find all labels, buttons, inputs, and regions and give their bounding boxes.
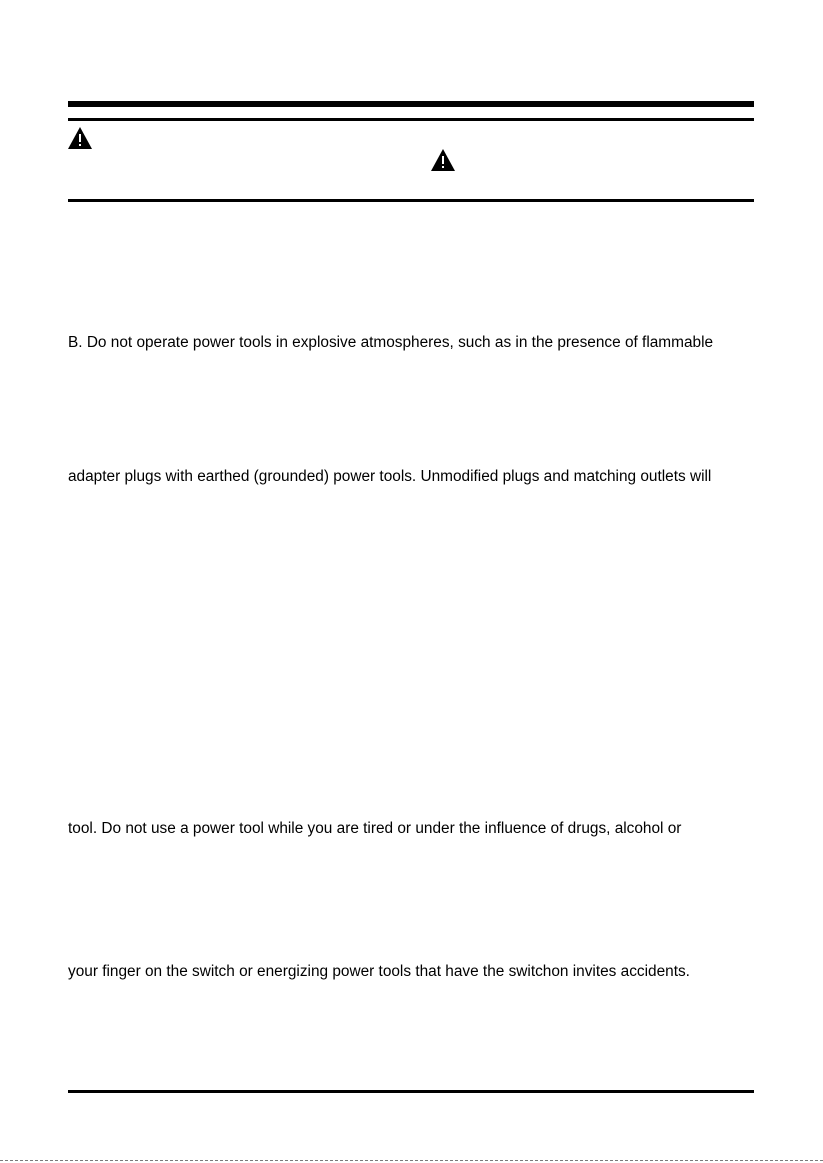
body-text-line: tool. Do not use a power tool while you are tired or under the influence of drugs, alcohol or <box>68 820 682 837</box>
header-thick-rule <box>68 101 754 107</box>
warning-triangle-icon <box>67 126 93 150</box>
section-divider-rule <box>68 199 754 202</box>
body-text-line: adapter plugs with earthed (grounded) power tools. Unmodified plugs and matching outlets will <box>68 468 712 485</box>
body-text-line: B. Do not operate power tools in explosive atmospheres, such as in the presence of flammable <box>68 334 714 351</box>
header-thin-rule <box>68 118 754 121</box>
page-edge-dashed-line <box>0 1160 823 1161</box>
body-text-line: your finger on the switch or energizing power tools that have the switchon invites accidents. <box>68 963 690 980</box>
footer-rule <box>68 1090 754 1093</box>
warning-triangle-icon <box>430 148 456 172</box>
